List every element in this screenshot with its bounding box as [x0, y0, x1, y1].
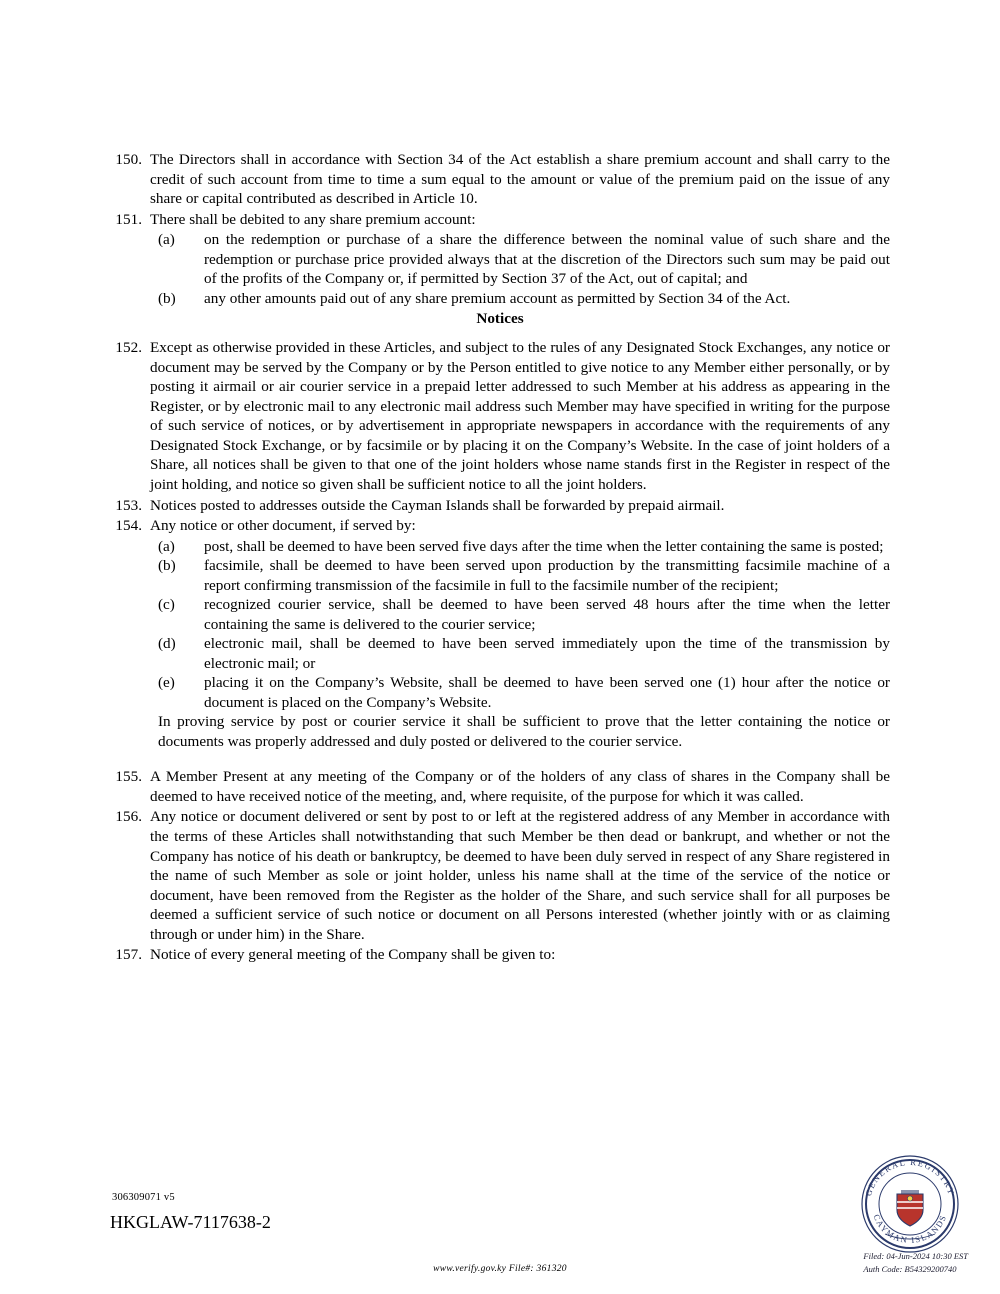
subclause-text: on the redemption or purchase of a share the difference between the nominal value of such share and the redemption or purchase price provided always that at the discretion of the Directors such sum may be paid out of the profits of the Company or, if permitted by Section 37 of the Act, out of capital; and — [204, 231, 890, 288]
section-heading-notices: Notices — [476, 310, 524, 328]
subclause-letter: (d) — [158, 635, 176, 653]
clause-153 — [110, 496, 890, 516]
clause-text: Any notice or document delivered or sent by post to or left at the registered address of any Member in accordance with the terms of these Articles shall notwithstanding that such Member be then dead or bankrupt, and whether or not the Company has notice of his death or bankruptcy, be deemed to have been duly served in respect of any Share registered in the name of such Member as sole or joint holder, unless his name shall at the time of the service of the notice or document, have been removed from the Register as the holder of the Share, and such service shall for all purposes be deemed a sufficient service of such notice or document on all Persons interested (whether jointly with or as claiming through or under him) in the Share. — [150, 808, 890, 943]
clause-text: Notices posted to addresses outside the Cayman Islands shall be forwarded by prepaid airmail. — [150, 496, 725, 514]
filing-stamp-text — [863, 1250, 968, 1276]
subclause-text: any other amounts paid out of any share premium account as permitted by Section 34 of the Act. — [204, 289, 791, 307]
general-registry-seal-icon — [855, 1148, 965, 1258]
footer-verify-text: www.verify.gov.ky File#: 361320 — [433, 1264, 567, 1274]
subclause-text: facsimile, shall be deemed to have been served upon production by the transmitting facsimile machine of a report confirming transmission of the facsimile in full to the facsimile number of the recipient; — [204, 557, 890, 594]
subclause-e — [158, 673, 890, 712]
footer-reference-number: 306309071 v5 — [112, 1192, 175, 1203]
clause-number: 155. — [115, 768, 142, 786]
subclause-letter: (b) — [158, 289, 176, 307]
subclause-a — [158, 537, 890, 557]
clause-151-subclauses — [158, 230, 890, 308]
clause-number: 157. — [115, 946, 142, 964]
clause-text: Except as otherwise provided in these Articles, and subject to the rules of any Designated Stock Exchanges, any notice or document may be served by the Company or by the Person entitled to give notice to any Member either personally, or by posting it airmail or air courier service in a prepaid letter addressed to such Member at his address as appearing in the Register, or by electronic mail to any electronic mail address such Member may have specified in writing for the purpose of such service of notices, or by advertisement in appropriate newspapers in accordance with the requirements of any Designated Stock Exchange, or by facsimile or by placing it on the Company’s Website. In the case of joint holders of a Share, all notices shall be given to that one of the joint holders whose name stands first in the Register in respect of the joint holding, and notice so given shall be sufficient notice to all the joint holders. — [150, 339, 890, 493]
clause-number: 156. — [115, 808, 142, 826]
clause-text: The Directors shall in accordance with Section 34 of the Act establish a share premium account and shall carry to the credit of such account from time to time a sum equal to the amount or value of the premium paid on the issue of any share or capital contributed as described in Article 10. — [150, 151, 890, 208]
clause-number: 152. — [115, 339, 142, 357]
filed-date: Filed: 04-Jun-2024 10:30 EST — [863, 1251, 968, 1261]
svg-text:GENERAL REGISTRY: GENERAL REGISTRY — [863, 1156, 957, 1198]
subclause-text: recognized courier service, shall be deemed to have been served 48 hours after the time when the letter containing the same is delivered to the courier service; — [204, 596, 890, 633]
footer-document-id: HKGLAW-7117638-2 — [110, 1212, 271, 1232]
subclause-d — [158, 634, 890, 673]
clause-number: 154. — [115, 517, 142, 535]
subclause-text: placing it on the Company’s Website, shall be deemed to have been served one (1) hour after the notice or document is placed on the Company’s Website. — [204, 674, 890, 711]
clause-number: 151. — [115, 210, 142, 228]
clause-text: Notice of every general meeting of the Company shall be given to: — [150, 946, 556, 964]
svg-text:CAYMAN ISLANDS: CAYMAN ISLANDS — [871, 1212, 949, 1246]
subclause-b — [158, 556, 890, 595]
clause-154-subclauses — [158, 537, 890, 713]
subclause-b — [158, 289, 890, 309]
subclause-letter: (b) — [158, 557, 176, 575]
clause-157 — [110, 945, 890, 965]
clause-text: A Member Present at any meeting of the Company or of the holders of any class of shares in the Company shall be deemed to have received notice of the meeting, and, where requisite, of the purpose for which it was called. — [150, 768, 890, 805]
subclause-a — [158, 230, 890, 289]
subclause-text: post, shall be deemed to have been served five days after the time when the letter containing the same is posted; — [204, 537, 884, 555]
clause-number: 150. — [115, 151, 142, 168]
paragraph-spacer — [110, 751, 890, 767]
clause-154-trailing-text: In proving service by post or courier service it shall be sufficient to prove that the letter containing the notice or documents was properly addressed and duly posted or delivered to the courier service. — [158, 713, 890, 750]
clause-text: There shall be debited to any share premium account: — [150, 210, 476, 228]
clause-154 — [110, 516, 890, 536]
subclause-c — [158, 595, 890, 634]
subclause-letter: (c) — [158, 596, 175, 614]
subclause-letter: (a) — [158, 537, 175, 555]
clause-number: 153. — [115, 496, 142, 514]
subclause-letter: (e) — [158, 674, 175, 692]
clause-156 — [110, 807, 890, 944]
document-body — [110, 150, 890, 966]
clause-152 — [110, 338, 890, 494]
clause-151 — [110, 210, 890, 230]
subclause-text: electronic mail, shall be deemed to have been served immediately upon the time of the transmission by electronic mail; or — [204, 635, 890, 672]
clause-text: Any notice or other document, if served by: — [150, 517, 416, 535]
clause-150 — [110, 150, 890, 209]
clause-155 — [110, 767, 890, 806]
subclause-letter: (a) — [158, 231, 175, 249]
auth-code: Auth Code: B54329200740 — [863, 1263, 957, 1274]
